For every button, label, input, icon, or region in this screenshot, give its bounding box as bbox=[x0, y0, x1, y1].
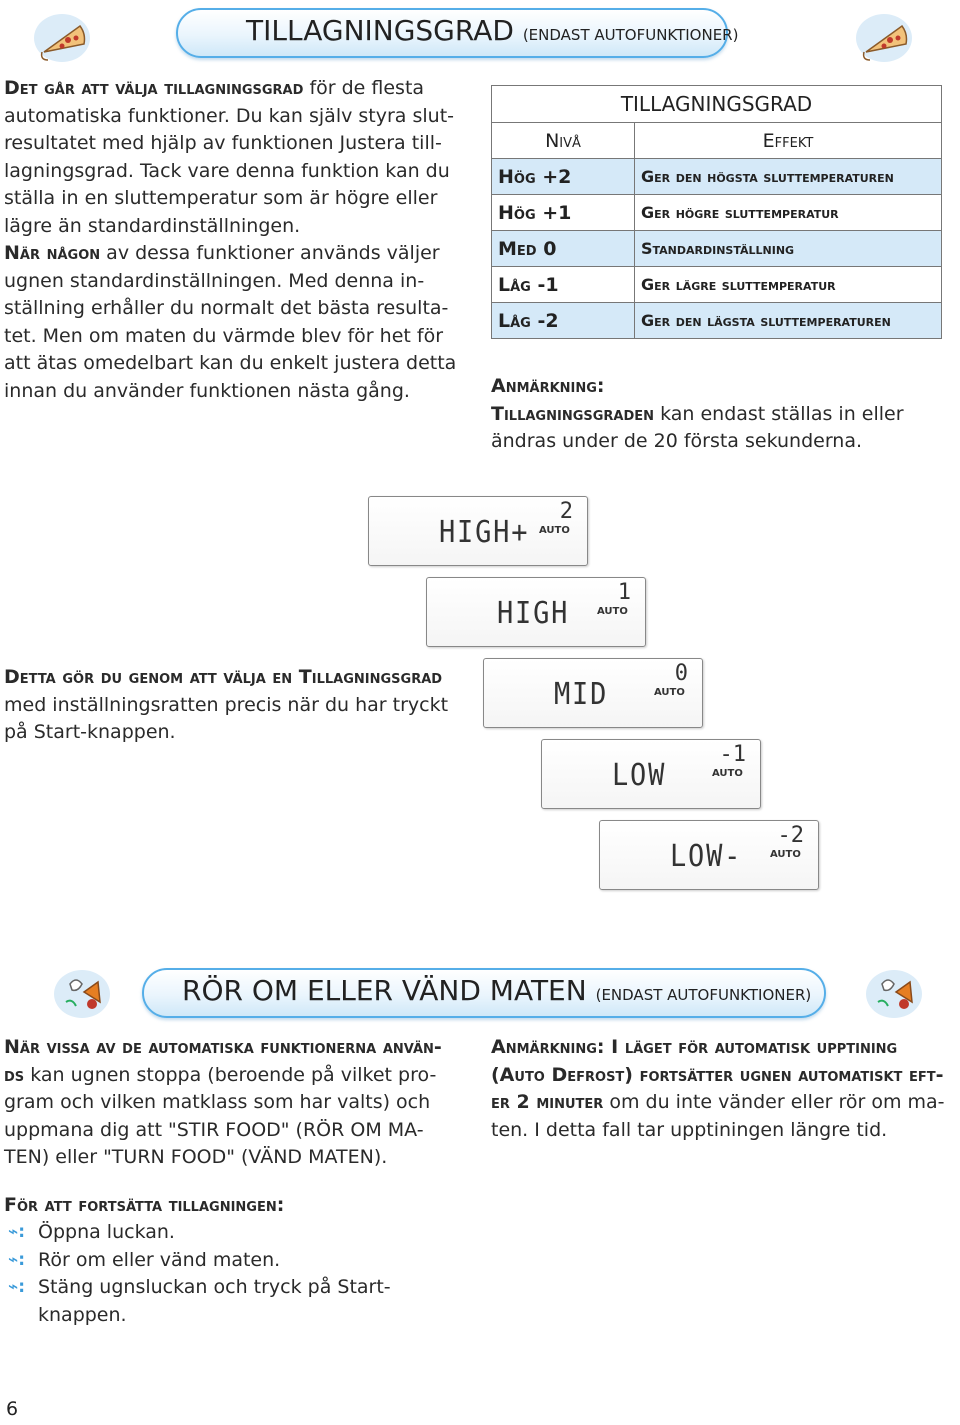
bullet-icon: ⌁: bbox=[8, 1222, 26, 1242]
text-line: uppmana dig att "STIR FOOD" (RÖR OM MA- bbox=[4, 1118, 424, 1141]
howto-paragraph bbox=[4, 664, 474, 747]
continue-section bbox=[4, 1192, 474, 1220]
lcd-display-low-minus: LOW- -2 AUTO bbox=[599, 820, 819, 890]
text-line: lagningsgrad. Tack vare denna funktion kan du bbox=[4, 159, 450, 182]
text-line: Anmärkning: I läget för automatisk upptining bbox=[491, 1036, 898, 1058]
text-line: När vissa av de automatiska funktionerna använ- bbox=[4, 1036, 442, 1058]
text-line: er 2 minuter om du inte vänder eller rör om ma- bbox=[491, 1091, 945, 1113]
text-line: innan du använder funktionen nästa gång. bbox=[4, 379, 410, 402]
text-line: gram och vilken matklass som har valts) och bbox=[4, 1091, 431, 1113]
bullet-icon: ⌁: bbox=[8, 1277, 26, 1297]
table-header-effect: Effekt bbox=[635, 123, 942, 159]
section-title-text: TILLAGNINGSGRAD bbox=[246, 14, 514, 47]
stir-paragraph bbox=[4, 1034, 474, 1172]
text-line: ställa in en sluttemperatur som är högre eller bbox=[4, 187, 438, 209]
text-line: på Start-knappen. bbox=[4, 721, 176, 743]
section-title-text: RÖR OM ELLER VÄND MATEN bbox=[182, 974, 587, 1007]
text-line: Detta gör du genom att välja en Tillagningsgrad bbox=[4, 666, 443, 688]
table-header-level: Nivå bbox=[492, 123, 635, 159]
lcd-display-high: HIGH 1 AUTO bbox=[426, 577, 646, 647]
page-number: 6 bbox=[6, 1398, 19, 1420]
section-title bbox=[246, 14, 738, 47]
table-title: TILLAGNINGSGRAD bbox=[492, 86, 942, 123]
defrost-note bbox=[491, 1034, 951, 1144]
steps-list bbox=[0, 1219, 470, 1329]
text-line: automatiska funktioner. Du kan själv styra slut- bbox=[4, 104, 454, 127]
text-line: När någon av dessa funktioner används väljer bbox=[4, 242, 440, 264]
list-item: knappen. bbox=[38, 1303, 127, 1326]
continue-label: För att fortsätta tillagningen: bbox=[4, 1194, 285, 1216]
lcd-display-high-plus: HIGH+ 2 AUTO bbox=[368, 496, 588, 566]
table-row: Med 0 Standardinställning bbox=[492, 231, 942, 267]
note-block bbox=[491, 373, 951, 456]
intro-paragraph bbox=[4, 75, 474, 405]
food-icon bbox=[862, 962, 926, 1026]
text-line: Det går att välja tillagningsgrad för de flesta bbox=[4, 77, 425, 99]
cooking-grade-table bbox=[491, 85, 942, 339]
text-line: lägre än standardinställningen. bbox=[4, 214, 301, 237]
lcd-display-low: LOW -1 AUTO bbox=[541, 739, 761, 809]
text-line: ds kan ugnen stoppa (beroende på vilket pro- bbox=[4, 1063, 437, 1086]
text-line: resultatet med hjälp av funktionen Justera till- bbox=[4, 132, 442, 154]
text-line: tet. Men om maten du värmde blev för het för bbox=[4, 324, 444, 347]
table-row: Hög +1 Ger högre sluttemperatur bbox=[492, 195, 942, 231]
text-line: TEN) eller "TURN FOOD" (VÄND MATEN). bbox=[4, 1146, 388, 1168]
text-line: ändras under de 20 första sekunderna. bbox=[491, 430, 863, 452]
text-line: ställning erhåller du normalt det bästa resulta- bbox=[4, 297, 449, 319]
text-line: (Auto Defrost) fortsätter ugnen automatiskt eft- bbox=[491, 1063, 944, 1086]
note-label: Anmärkning: bbox=[491, 375, 605, 397]
table-row: Låg -2 Ger den lägsta sluttemperaturen bbox=[492, 303, 942, 339]
table-row: Låg -1 Ger lägre sluttemperatur bbox=[492, 267, 942, 303]
list-item: ⌁: Öppna luckan. bbox=[0, 1219, 470, 1247]
text-line: ten. I detta fall tar upptiningen längre tid. bbox=[491, 1118, 888, 1141]
list-item: ⌁: Stäng ugnsluckan och tryck på Start- bbox=[0, 1274, 470, 1302]
list-item: ⌁: Rör om eller vänd maten. bbox=[0, 1247, 470, 1275]
table-row: Hög +2 Ger den högsta sluttemperaturen bbox=[492, 159, 942, 195]
section-subtitle: (ENDAST AUTOFUNKTIONER) bbox=[522, 26, 739, 44]
section-title bbox=[182, 974, 811, 1007]
pizza-icon bbox=[852, 8, 916, 72]
pizza-icon bbox=[30, 8, 94, 72]
lcd-display-mid: MID 0 AUTO bbox=[483, 658, 703, 728]
text-line: att ätas omedelbart kan du enkelt justera detta bbox=[4, 352, 457, 374]
food-icon bbox=[50, 962, 114, 1026]
bullet-icon: ⌁: bbox=[8, 1249, 26, 1270]
text-line: Tillagningsgraden kan endast ställas in eller bbox=[491, 402, 904, 425]
text-line: med inställningsratten precis när du har tryckt bbox=[4, 693, 449, 716]
section-subtitle: (ENDAST AUTOFUNKTIONER) bbox=[595, 986, 812, 1004]
text-line: ugnen standardinställningen. Med denna in- bbox=[4, 269, 425, 292]
